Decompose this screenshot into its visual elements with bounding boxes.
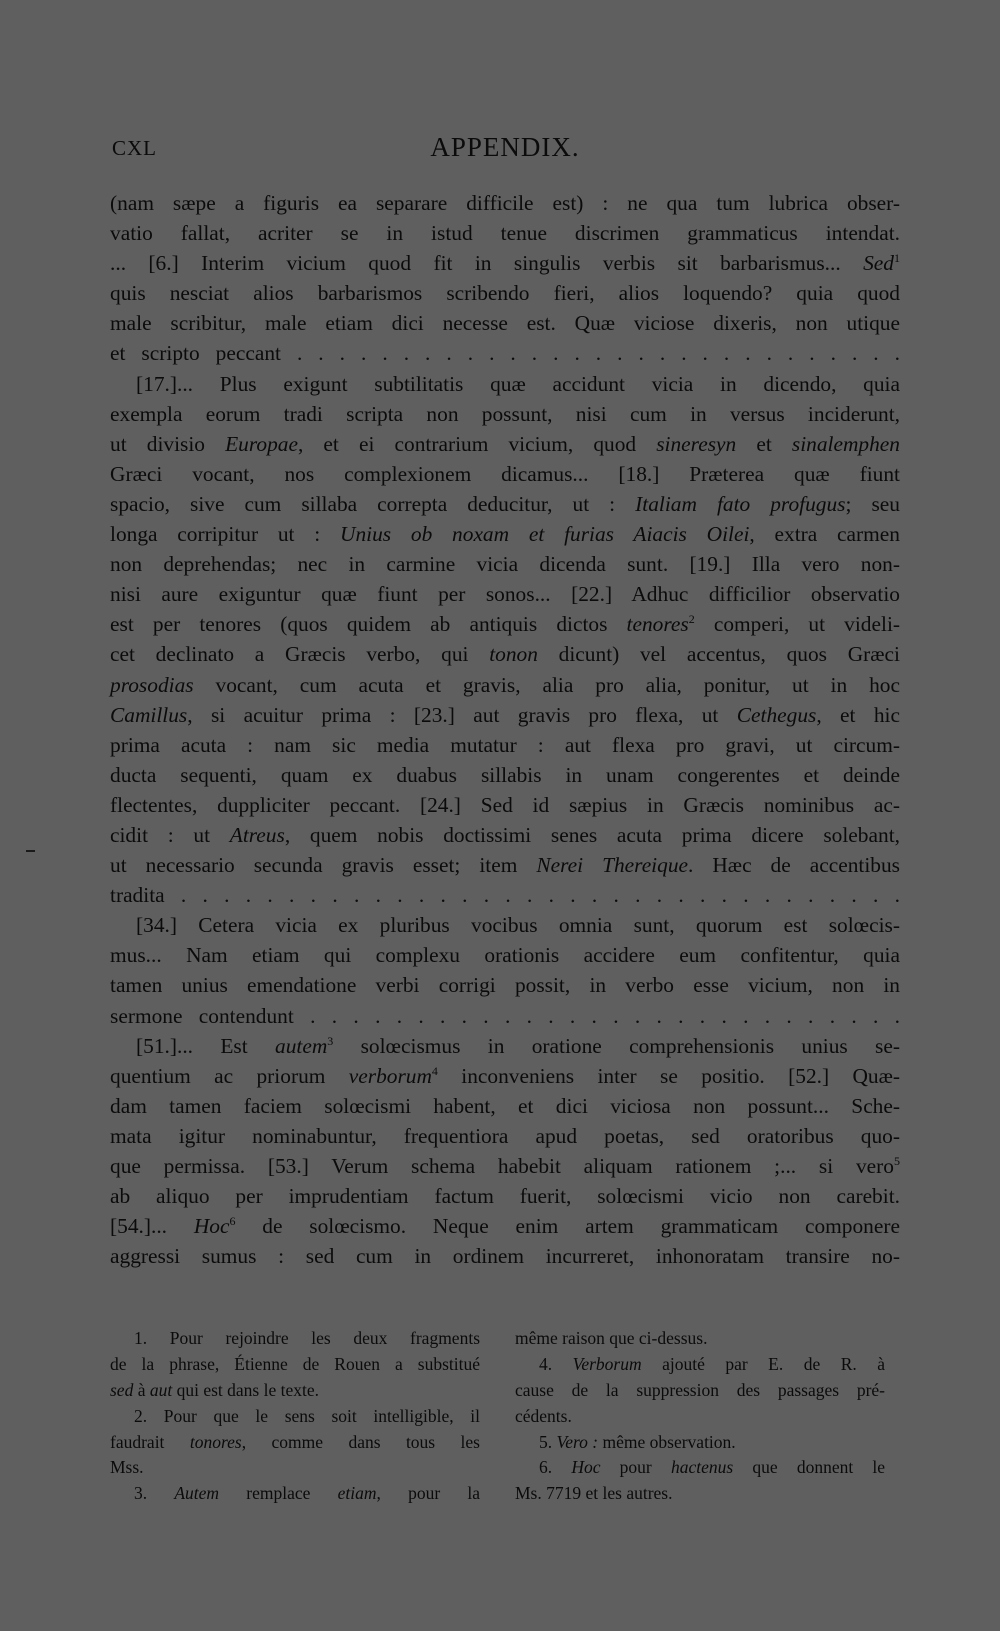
text-run: quentium ac priorum — [110, 1063, 349, 1088]
text-run: Ms. 7719 et les autres. — [515, 1483, 673, 1504]
footnote-line — [110, 1430, 480, 1456]
footnote-ref: 5 — [894, 1154, 900, 1168]
footnote-line — [110, 1378, 480, 1404]
text-line — [110, 188, 900, 218]
text-run: à — [133, 1379, 150, 1400]
italic-text: Cethegus — [736, 702, 817, 727]
footnotes-right-column — [515, 1326, 885, 1507]
text-line — [110, 248, 900, 278]
footnote-line — [110, 1404, 480, 1430]
footnote-ref: 3 — [327, 1033, 334, 1048]
text-run: 5. — [539, 1431, 557, 1452]
text-run: inconveniens inter se positio. [52.] Quæ- — [437, 1063, 900, 1088]
text-run: 1. Pour rejoindre les deux fragments — [134, 1328, 480, 1348]
footnote-line — [515, 1430, 885, 1456]
text-run: Græci vocant, nos complexionem dicamus... [18.] Præterea quæ fiunt — [110, 461, 900, 486]
footnote-line — [515, 1326, 885, 1352]
text-line — [110, 1151, 900, 1181]
footnotes-left-column — [110, 1326, 480, 1507]
text-run: ajouté par E. de R. à — [641, 1353, 885, 1374]
text-run: vocant, cum acuta et gravis, alia pro alia, ponitur, ut in hoc — [193, 672, 900, 697]
text-run: male scribitur, male etiam dici necesse est. Quæ viciose dixeris, non utique — [110, 311, 900, 336]
text-run: , quem nobis doctissimi senes acuta prima dicere solebant, — [284, 822, 900, 847]
text-run: cet declinato a Græcis verbo, qui — [110, 642, 490, 667]
text-run: de la phrase, Étienne de Rouen a substitué — [110, 1353, 480, 1374]
text-run: non deprehendas; nec in carmine vicia dicenda sunt. [19.] Illa vero non- — [110, 552, 900, 577]
text-line — [110, 489, 900, 519]
text-run: , et hic — [816, 702, 900, 727]
text-run: prima acuta : nam sic media mutatur : aut flexa pro gravi, ut circum- — [110, 732, 900, 757]
text-run: tamen unius emendatione verbi corrigi possit, in verbo esse vicium, non in — [110, 973, 900, 998]
text-line — [110, 1241, 900, 1271]
text-line — [110, 579, 900, 609]
text-run: de solœcismo. Neque enim artem grammaticam componere — [235, 1214, 900, 1239]
footnote-ref: 6 — [229, 1214, 236, 1229]
text-run: exempla eorum tradi scripta non possunt, nisi cum in versus inciderunt, — [110, 401, 900, 426]
text-run: , si acuitur prima : [23.] aut gravis pro flexa, ut — [187, 702, 737, 727]
text-run: remplace — [219, 1483, 338, 1504]
text-line — [110, 218, 900, 248]
text-run: . Hæc de accentibus — [688, 853, 900, 878]
footnote-line — [515, 1455, 885, 1481]
margin-mark — [26, 850, 35, 852]
footnote-ref: 1 — [894, 251, 900, 266]
italic-text: Hoc — [193, 1214, 230, 1239]
italic-text: sed — [110, 1379, 134, 1400]
text-run: que permissa. [53.] Verum schema habebit aliquam rationem ;... si vero — [110, 1154, 894, 1178]
text-line — [110, 1061, 900, 1091]
italic-text: sineresyn — [656, 431, 737, 456]
text-run: que donnent le — [733, 1457, 886, 1478]
footnote-line — [110, 1326, 480, 1352]
footnote-line — [110, 1455, 480, 1481]
footnote-line — [515, 1481, 885, 1507]
text-run: et scripto peccant . . . . . . . . . . . . . . . . . . . . . . . . . . . . . — [110, 341, 900, 366]
text-run: solœcismus in oratione comprehensionis unius se- — [333, 1033, 900, 1058]
text-line — [110, 1211, 900, 1241]
text-line — [110, 910, 900, 940]
text-line — [110, 820, 900, 850]
footnote-line — [515, 1378, 885, 1404]
text-run: ut divisio — [110, 431, 226, 456]
italic-text: hactenus — [670, 1457, 734, 1478]
text-run: cédents. — [515, 1405, 572, 1426]
text-run: mata igitur nominabuntur, frequentiora apud poetas, sed oratoribus quo- — [110, 1123, 900, 1148]
text-run: 4. — [539, 1353, 573, 1374]
text-line — [110, 429, 900, 459]
text-run: mus... Nam etiam qui complexu orationis accidere eum confitentur, quia — [110, 943, 900, 968]
text-run: ... [6.] Interim vicium quod fit in singulis verbis sit barbarismus... — [110, 251, 864, 276]
text-line — [110, 519, 900, 549]
text-run: Mss. — [110, 1457, 144, 1478]
text-line — [110, 1121, 900, 1151]
text-line — [110, 609, 900, 639]
text-run: comperi, ut videli- — [694, 612, 901, 637]
text-run: 6. — [539, 1457, 572, 1478]
italic-text: tonon — [489, 642, 538, 667]
italic-text: Unius ob noxam et furias Aiacis Oilei — [340, 522, 750, 547]
text-run: ut necessario secunda gravis esset; item — [110, 853, 537, 878]
text-line — [110, 1091, 900, 1121]
italic-text: Europae — [225, 431, 298, 456]
text-line — [110, 399, 900, 429]
italic-text: Autem — [174, 1483, 220, 1504]
italic-text: tonores — [189, 1431, 242, 1452]
text-run: cause de la suppression des passages pré- — [515, 1379, 885, 1400]
text-run: ducta sequenti, quam ex duabus sillabis in unam congerentes et deinde — [110, 762, 900, 787]
text-run: même observation. — [598, 1431, 736, 1452]
text-run: qui est dans le texte. — [172, 1379, 320, 1400]
text-line — [110, 670, 900, 700]
running-title: APPENDIX. — [430, 132, 580, 162]
text-line — [110, 1001, 900, 1031]
text-line — [110, 278, 900, 308]
text-line — [110, 880, 900, 910]
text-run: sermone contendunt . . . . . . . . . . . . . . . . . . . . . . . . . . . . — [110, 1003, 900, 1028]
text-run: cidit : ut — [110, 822, 230, 847]
text-run: longa corripitur ut : — [110, 522, 340, 547]
text-run: dicunt) vel accentus, quos Græci — [537, 642, 900, 667]
text-line — [110, 970, 900, 1000]
text-run: et — [736, 431, 792, 456]
italic-text: Sed — [863, 251, 894, 276]
text-run: est per tenores (quos quidem ab antiquis dictos — [110, 612, 627, 637]
text-line — [110, 1181, 900, 1211]
italic-text: aut — [149, 1379, 173, 1400]
italic-text: Atreus — [229, 822, 285, 847]
text-line — [110, 700, 900, 730]
text-line — [110, 308, 900, 338]
text-run: 2. Pour que le sens soit intelligible, il — [134, 1405, 480, 1426]
text-line — [110, 730, 900, 760]
text-run: , extra carmen — [749, 522, 900, 547]
text-run: nisi aure exiguntur quæ fiunt per sonos... [22.] Adhuc difficilior observatio — [110, 582, 900, 607]
text-line — [110, 790, 900, 820]
text-run: , et ei contrarium vicium, quod — [297, 431, 657, 456]
text-line — [110, 338, 900, 368]
text-line — [110, 1031, 900, 1061]
text-line — [110, 549, 900, 579]
italic-text: etiam — [337, 1483, 377, 1504]
footnote-line — [515, 1404, 885, 1430]
text-run: dam tamen faciem solœcismi habent, et dici viciosa non possunt... Sche- — [110, 1093, 900, 1118]
text-run: [17.]... Plus exigunt subtilitatis quæ accidunt vicia in dicendo, quia — [136, 371, 900, 396]
italic-text: Italiam fato profugus — [635, 491, 846, 516]
text-run: [54.]... — [110, 1214, 194, 1239]
italic-text: autem — [275, 1033, 328, 1058]
text-run: spacio, sive cum sillaba correpta deducitur, ut : — [110, 491, 636, 516]
text-run: , pour la — [376, 1483, 481, 1504]
italic-text: Nerei Thereique — [536, 853, 689, 878]
text-run: vatio fallat, acriter se in istud tenue discrimen grammaticus intendat. — [110, 221, 900, 246]
italic-text: prosodias — [110, 672, 194, 697]
text-run: (nam sæpe a figuris ea separare difficile est) : ne qua tum lubrica obser- — [110, 191, 900, 215]
italic-text: tenores — [626, 612, 689, 637]
text-line — [110, 639, 900, 669]
italic-text: Camillus — [110, 702, 188, 727]
footnote-line — [110, 1352, 480, 1378]
text-line — [110, 760, 900, 790]
page-header — [110, 132, 900, 172]
text-line — [110, 940, 900, 970]
text-line — [110, 369, 900, 399]
italic-text: Vero : — [556, 1431, 599, 1452]
footnote-line — [515, 1352, 885, 1378]
footnote-ref: 4 — [431, 1063, 438, 1078]
text-run: ; seu — [845, 491, 900, 516]
footnote-line — [110, 1481, 480, 1507]
text-line — [110, 459, 900, 489]
text-run: aggressi sumus : sed cum in ordinem incurreret, inhonoratam transire no- — [110, 1244, 900, 1269]
page-number: CXL — [112, 136, 157, 160]
text-run: flectentes, duppliciter peccant. [24.] Sed id sæpius in Græcis nominibus ac- — [110, 792, 900, 817]
italic-text: sinalemphen — [791, 431, 900, 456]
text-run: quis nesciat alios barbarismos scribendo fieri, alios loquendo? quia quod — [110, 281, 900, 306]
text-run: ab aliquo per imprudentiam factum fuerit, solœcismi vicio non carebit. — [110, 1184, 900, 1209]
text-run: faudrait — [110, 1431, 190, 1452]
italic-text: verborum — [348, 1063, 432, 1088]
text-run: , comme dans tous les — [241, 1431, 480, 1452]
text-run: [51.]... Est — [136, 1033, 275, 1058]
text-run: [34.] Cetera vicia ex pluribus vocibus omnia sunt, quorum est solœcis- — [136, 913, 900, 938]
footnote-ref: 2 — [688, 612, 695, 627]
main-text — [110, 188, 900, 1271]
text-run: tradita . . . . . . . . . . . . . . . . . . . . . . . . . . . . . . . . . . — [110, 883, 900, 908]
italic-text: Verborum — [572, 1353, 642, 1374]
text-line — [110, 850, 900, 880]
text-run: 3. — [134, 1483, 175, 1504]
text-run: même raison que ci-dessus. — [515, 1328, 708, 1348]
italic-text: Hoc — [571, 1457, 601, 1478]
text-run: pour — [600, 1457, 671, 1478]
